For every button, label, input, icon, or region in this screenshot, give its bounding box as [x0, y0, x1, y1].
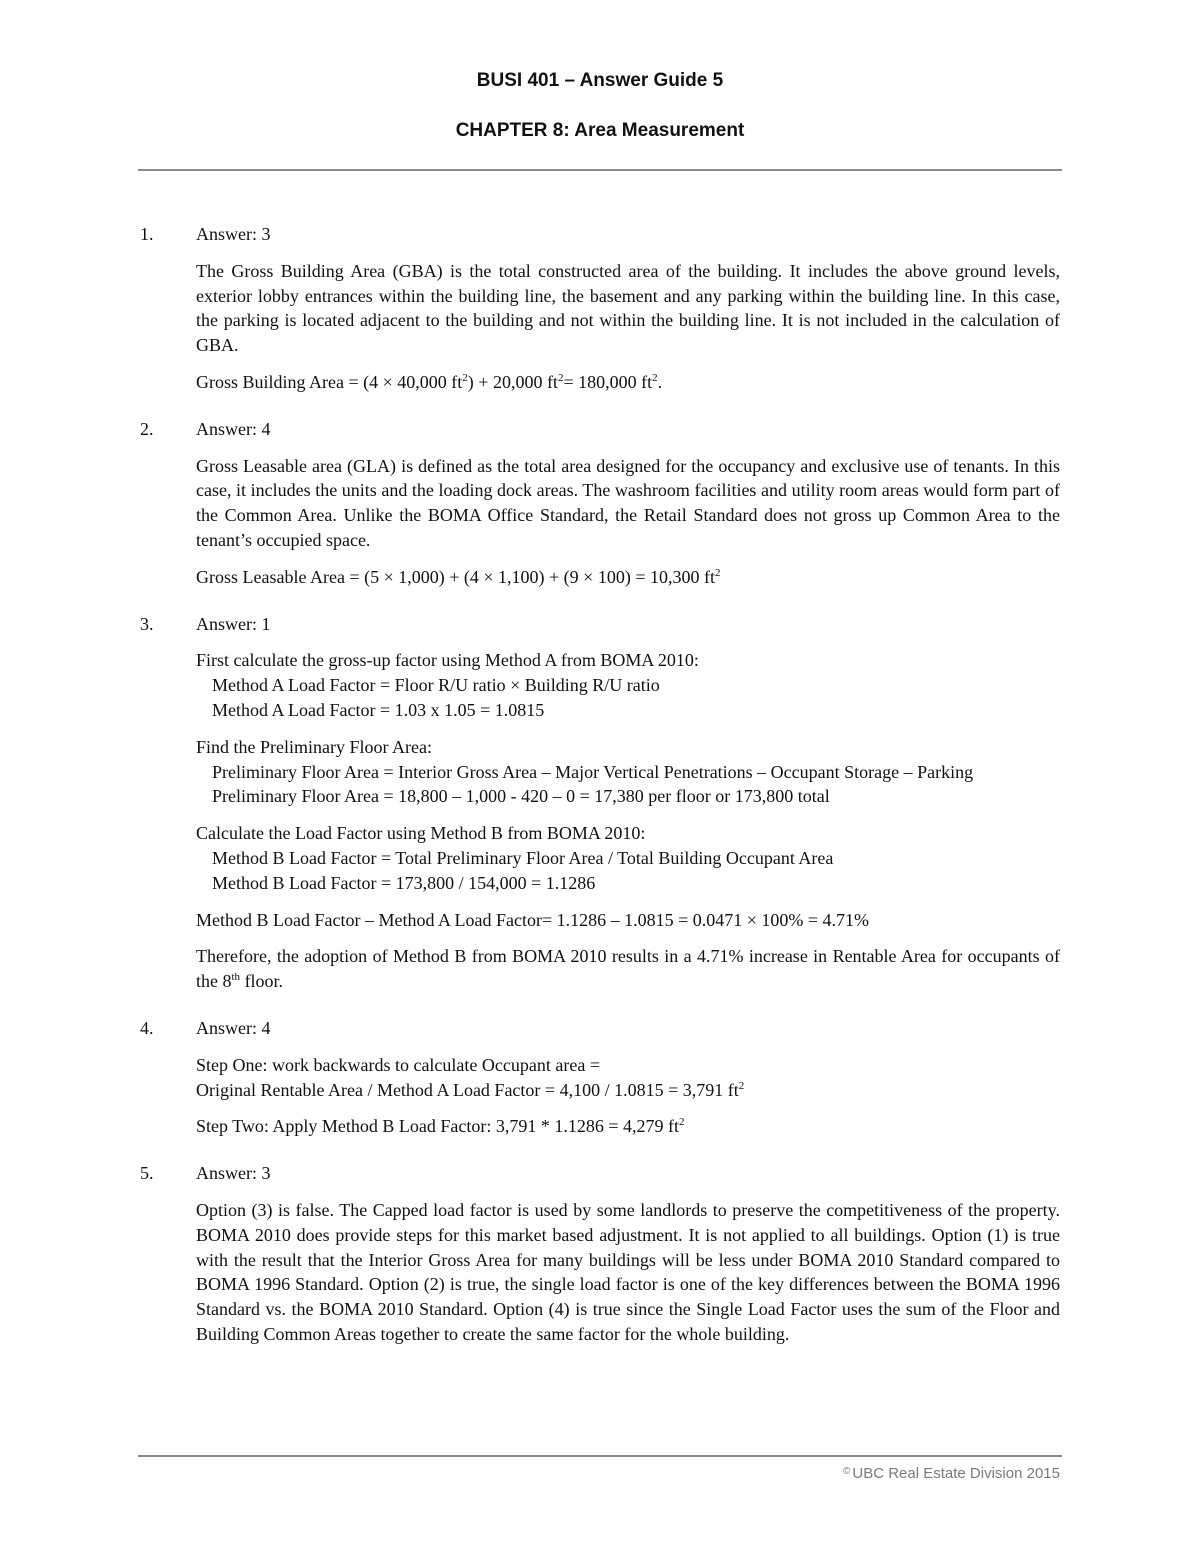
explanation-paragraph: The Gross Building Area (GBA) is the total constructed area of the building. It includes the above ground levels, exterior lobby entrances within the building line, the basement and any parking within the building line. In this case, the parking is located adjacent to the building and not within the building line. It is not included in the calculation of GBA. [196, 260, 1060, 356]
step-one-line: Step One: work backwards to calculate Occupant area = [196, 1054, 600, 1075]
answer-item-4 [140, 1016, 1060, 1139]
preliminary-line: Preliminary Floor Area = 18,800 – 1,000 - 420 – 0 = 17,380 per floor or 173,800 total [212, 786, 830, 807]
superscript: 2 [557, 371, 564, 384]
formula-text: = 180,000 ft [563, 371, 653, 392]
answer-label: Answer: 4 [196, 1017, 271, 1038]
step-two-formula [196, 1114, 1060, 1139]
formula-text: Gross Building Area = (4 × 40,000 ft [196, 371, 463, 392]
method-a-line: Method A Load Factor = Floor R/U ratio × Building R/U ratio [212, 675, 660, 696]
formula-text: Gross Leasable Area = (5 × 1,000) + (4 × 1,100) + (9 × 100) = 10,300 ft [196, 566, 715, 587]
preliminary-line: Preliminary Floor Area = Interior Gross Area – Major Vertical Penetrations – Occupant Storage – Parking [212, 761, 974, 782]
method-b-block [196, 821, 1060, 895]
formula-text: Original Rentable Area / Method A Load Factor = 4,100 / 1.0815 = 3,791 ft [196, 1079, 739, 1100]
explanation-paragraph: Option (3) is false. The Capped load factor is used by some landlords to preserve the competitiveness of the property. BOMA 2010 does provide steps for this market based adjustment. It is not applied to all buildings. Option (1) is true with the result that the Interior Gross Area for many buildings will be less under BOMA 2010 Standard compared to BOMA 1996 Standard. Option (2) is true, the single load factor is one of the key differences between the BOMA 1996 Standard vs. the BOMA 2010 Standard. Option (4) is true since the Single Load Factor uses the sum of the Floor and Building Common Areas together to create the same factor for the whole building. [196, 1199, 1060, 1344]
superscript: 2 [738, 1079, 745, 1092]
formula-line [196, 370, 1060, 395]
method-a-block [196, 648, 1060, 722]
answer-label: Answer: 3 [196, 1163, 271, 1184]
chapter-title: CHAPTER 8: Area Measurement [455, 120, 745, 141]
answer-item-5 [140, 1161, 1060, 1347]
copyright-symbol: © [843, 1466, 851, 1477]
formula-text: Step Two: Apply Method B Load Factor: 3,791 * 1.1286 = 4,279 ft [196, 1116, 680, 1137]
answer-label: Answer: 1 [196, 613, 271, 634]
answer-list [140, 222, 1060, 1369]
preliminary-area-block [196, 735, 1060, 809]
method-a-line: Method A Load Factor = 1.03 x 1.05 = 1.0815 [212, 699, 545, 720]
step-one-formula [196, 1078, 1060, 1103]
footer-copyright [843, 1465, 1060, 1482]
answer-label: Answer: 3 [196, 224, 271, 244]
superscript: 2 [652, 371, 658, 384]
method-b-line: Method B Load Factor = 173,800 / 154,000 = 1.1286 [212, 872, 596, 893]
document-title: BUSI 401 – Answer Guide 5 [476, 70, 724, 91]
explanation-paragraph: Gross Leasable area (GLA) is defined as the total area designed for the occupancy and exclusive use of tenants. In this case, it includes the units and the loading dock areas. The washroom facilities and utility room areas would form part of the Common Area. Unlike the BOMA Office Standard, the Retail Standard does not gross up Common Area to the tenant’s occupied space. [196, 455, 1060, 550]
answer-item-2 [140, 417, 1060, 590]
superscript: 2 [462, 371, 468, 384]
conclusion-text: floor. [240, 971, 284, 992]
formula-line [196, 565, 1060, 590]
formula-text: ) + 20,000 ft [467, 371, 558, 392]
footer-divider [138, 1455, 1062, 1457]
preliminary-intro: Find the Preliminary Floor Area: [196, 736, 432, 757]
method-b-intro: Calculate the Load Factor using Method B from BOMA 2010: [196, 823, 646, 844]
superscript: 2 [679, 1116, 685, 1129]
step-one-block [196, 1053, 1060, 1103]
answer-item-3 [140, 612, 1060, 994]
superscript: 2 [714, 566, 721, 579]
method-b-line: Method B Load Factor = Total Preliminary Floor Area / Total Building Occupant Area [212, 847, 834, 868]
conclusion-paragraph [196, 944, 1060, 994]
answer-item-1 [140, 222, 1060, 395]
question-number: 2. [140, 418, 154, 439]
conclusion-text: Therefore, the adoption of Method B from BOMA 2010 results in a 4.71% increase in Rentable Area for occupants of the 8 [196, 946, 1060, 992]
formula-text: . [657, 371, 663, 392]
header-divider [138, 169, 1062, 171]
question-number: 5. [140, 1163, 154, 1184]
question-number: 1. [140, 224, 154, 244]
footer-text: UBC Real Estate Division 2015 [852, 1465, 1060, 1482]
answer-label: Answer: 4 [196, 418, 271, 439]
question-number: 4. [140, 1017, 154, 1038]
difference-line: Method B Load Factor – Method A Load Factor= 1.1286 – 1.0815 = 0.0471 × 100% = 4.71% [196, 909, 870, 930]
superscript: th [231, 971, 241, 984]
method-a-intro: First calculate the gross-up factor using Method A from BOMA 2010: [196, 650, 699, 671]
question-number: 3. [140, 613, 154, 634]
